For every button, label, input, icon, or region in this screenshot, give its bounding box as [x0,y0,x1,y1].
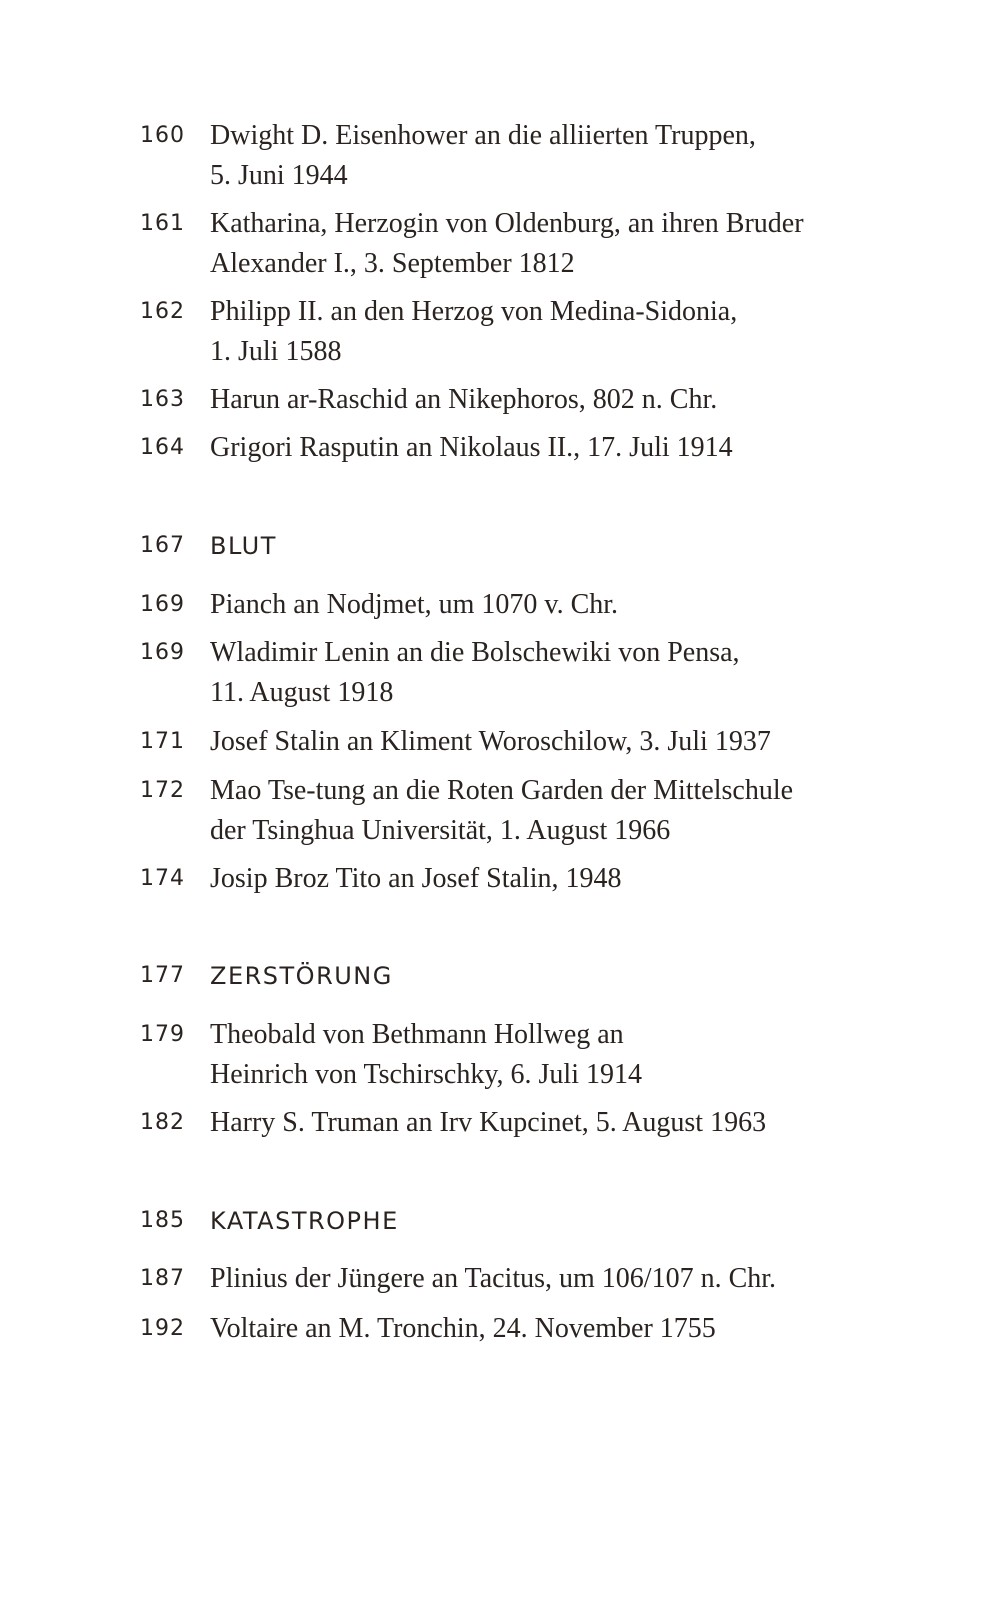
toc-entry-title: Josef Stalin an Kliment Woroschilow, 3. Juli 1937 [210,726,771,757]
toc-page-number: 192 [140,1316,185,1341]
toc-section-page-number: 167 [140,533,185,558]
toc-entry-title-continued: 5. Juni 1944 [210,160,348,191]
toc-section-page-number: 185 [140,1208,185,1233]
toc-entry-title-continued: Heinrich von Tschirschky, 6. Juli 1914 [210,1059,642,1090]
toc-page-number: 174 [140,866,185,891]
toc-page-number: 172 [140,778,185,803]
toc-entry-title: Theobald von Bethmann Hollweg an [210,1019,624,1050]
toc-page-number: 160 [140,123,185,148]
toc-entry-title-continued: 1. Juli 1588 [210,336,342,367]
toc-entry-title: Josip Broz Tito an Josef Stalin, 1948 [210,863,622,894]
toc-page-number: 182 [140,1110,185,1135]
toc-entry-title: Katharina, Herzogin von Oldenburg, an ihren Bruder [210,208,804,239]
toc-page-number: 187 [140,1266,185,1291]
toc-page-number: 164 [140,435,185,460]
toc-entry-title: Harry S. Truman an Irv Kupcinet, 5. August 1963 [210,1107,767,1138]
toc-page-number: 169 [140,592,185,617]
toc-section-heading: BLUT [210,532,277,560]
toc-entry-title-continued: 11. August 1918 [210,677,394,708]
toc-page-number: 162 [140,299,185,324]
toc-page-number: 169 [140,640,185,665]
toc-entry-title: Mao Tse-tung an die Roten Garden der Mittelschule [210,775,794,806]
toc-entry-title: Dwight D. Eisenhower an die alliierten Truppen, [210,120,756,151]
toc-entry-title: Pianch an Nodjmet, um 1070 v. Chr. [210,589,619,620]
toc-entry-title-continued: der Tsinghua Universität, 1. August 1966 [210,815,671,846]
toc-entry-title: Philipp II. an den Herzog von Medina-Sidonia, [210,296,738,327]
toc-entry-title: Grigori Rasputin an Nikolaus II., 17. Juli 1914 [210,432,733,463]
toc-page-number: 161 [140,211,185,236]
toc-entry-title: Harun ar-Raschid an Nikephoros, 802 n. Chr. [210,384,718,415]
toc-section-heading: ZERSTÖRUNG [210,962,393,990]
toc-page-number: 171 [140,729,185,754]
toc-page-number: 163 [140,387,185,412]
toc-entry-title: Plinius der Jüngere an Tacitus, um 106/107 n. Chr. [210,1263,777,1294]
toc-section-heading: KATASTROPHE [210,1207,399,1235]
toc-section-page-number: 177 [140,963,185,988]
toc-page-number: 179 [140,1022,185,1047]
toc-entry-title: Voltaire an M. Tronchin, 24. November 1755 [210,1313,716,1344]
toc-entry-title: Wladimir Lenin an die Bolschewiki von Pensa, [210,637,740,668]
toc-entry-title-continued: Alexander I., 3. September 1812 [210,248,575,279]
